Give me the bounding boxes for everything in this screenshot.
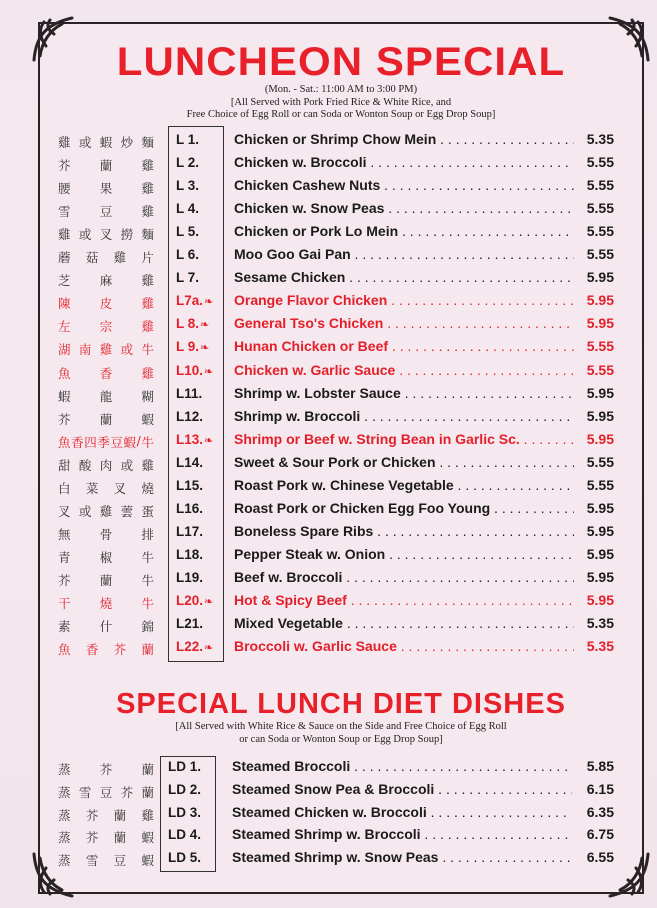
chinese-char: 雞 xyxy=(141,181,154,197)
item-price: 5.35 xyxy=(586,638,614,655)
chinese-char: 雞 xyxy=(141,365,154,381)
menu-item-row xyxy=(0,290,657,313)
item-name: Shrimp w. Lobster Sauce . . . xyxy=(234,385,574,401)
item-name: Roast Pork w. Chinese Vegetable . . . xyxy=(234,477,574,493)
item-code: LD 4. xyxy=(168,827,202,843)
item-code: L21. xyxy=(176,616,204,632)
chinese-char: 陳 xyxy=(58,296,71,312)
chinese-char: 蛋 xyxy=(141,503,154,519)
chinese-char: 菇 xyxy=(85,250,99,266)
item-price: 5.55 xyxy=(586,223,614,240)
item-name: Steamed Shrimp w. Snow Peas . . . xyxy=(232,849,572,865)
chinese-char: 魚 xyxy=(58,365,71,381)
item-code: L22.❧ xyxy=(176,639,214,655)
chinese-name xyxy=(58,851,154,869)
subtitle-line: [All Served with Pork Fried Rice & White Rice, and xyxy=(230,96,452,108)
chinese-char: 蝦 xyxy=(99,135,113,150)
chinese-char: 叉 xyxy=(113,480,127,496)
item-code: L20.❧ xyxy=(176,593,214,608)
item-price: 5.35 xyxy=(586,615,614,632)
chinese-char: 蝦 xyxy=(141,411,154,427)
menu-item-row xyxy=(0,129,657,152)
chinese-char: 芥 xyxy=(85,807,99,823)
chinese-char: 蒸 xyxy=(58,762,71,777)
chinese-char: 芥 xyxy=(113,642,127,658)
chinese-char: 芥 xyxy=(120,784,134,800)
item-price: 5.95 xyxy=(586,269,614,286)
item-code: L 8.❧ xyxy=(176,316,210,332)
chinese-char: 蘭 xyxy=(141,642,154,658)
item-code: L10.❧ xyxy=(176,362,214,378)
item-code: L 6. xyxy=(176,247,200,263)
item-name: General Tso's Chicken . . . xyxy=(234,315,574,331)
chinese-char: 香 xyxy=(71,434,84,450)
item-price: 5.95 xyxy=(586,545,614,562)
item-code: L16. xyxy=(176,500,204,516)
chinese-char: 酸 xyxy=(78,457,92,473)
item-name: Chicken or Shrimp Chow Mein . . . xyxy=(234,131,574,147)
chinese-name xyxy=(58,525,154,543)
chinese-char: 蒸 xyxy=(58,853,71,869)
pepper-swirl-icon: ❧ xyxy=(204,365,214,378)
chinese-name xyxy=(58,594,154,612)
menu-item-row xyxy=(0,756,657,779)
item-price: 5.55 xyxy=(586,154,614,171)
chinese-char: 湖 xyxy=(58,342,71,358)
chinese-name xyxy=(58,202,154,220)
menu-item-row xyxy=(0,429,657,452)
chinese-char: 雞 xyxy=(141,807,154,823)
chinese-char: 蒸 xyxy=(58,807,71,823)
menu-item-row xyxy=(0,221,657,244)
item-price: 5.95 xyxy=(586,592,614,608)
chinese-char: 雪 xyxy=(85,853,99,869)
chinese-char: 片 xyxy=(141,250,154,266)
chinese-char: 香 xyxy=(99,365,113,381)
item-name: Sweet & Sour Pork or Chicken . . . xyxy=(234,454,574,470)
chinese-char: 左 xyxy=(58,319,71,335)
item-price: 5.95 xyxy=(586,384,614,401)
subtitle-line: (Mon. - Sat.: 11:00 AM to 3:00 PM) xyxy=(264,84,418,95)
chinese-char: 或 xyxy=(78,227,92,243)
menu-item-row xyxy=(0,802,657,825)
chinese-char: 雪 xyxy=(78,784,92,800)
chinese-name xyxy=(58,456,154,474)
item-code: L13.❧ xyxy=(176,431,214,447)
chinese-char: 雞 xyxy=(58,135,71,150)
item-code: L 9.❧ xyxy=(176,339,210,355)
item-price: 5.55 xyxy=(586,177,614,194)
chinese-char: 雞 xyxy=(141,319,154,335)
item-code: L11. xyxy=(176,385,203,401)
chinese-char: 豆 xyxy=(99,204,113,220)
chinese-char: 菜 xyxy=(85,480,99,496)
item-code: L 3. xyxy=(176,178,200,194)
chinese-name xyxy=(58,317,154,335)
chinese-char: 或 xyxy=(120,342,134,358)
item-name: Steamed Broccoli . . . xyxy=(232,758,572,774)
chinese-char: 蘭 xyxy=(113,830,127,846)
chinese-char: 燒 xyxy=(141,480,154,496)
item-code: L7a.❧ xyxy=(176,293,214,309)
pepper-swirl-icon: ❧ xyxy=(204,296,214,309)
item-code: LD 2. xyxy=(168,781,202,797)
item-price: 5.55 xyxy=(586,200,614,217)
item-name: Pepper Steak w. Onion . . . xyxy=(234,546,574,562)
chinese-name xyxy=(58,271,154,289)
chinese-char: 肉 xyxy=(99,457,113,473)
chinese-char: 豆 xyxy=(110,434,123,450)
luncheon-title: LUNCHEON SPECIAL xyxy=(116,40,566,84)
chinese-char: 皮 xyxy=(99,296,113,312)
subtitle-line: Free Choice of Egg Roll or can Soda or Wonton Soup or Egg Drop Soup] xyxy=(186,109,496,120)
chinese-char: 芥 xyxy=(99,762,113,777)
item-price: 5.95 xyxy=(586,522,614,539)
item-price: 5.95 xyxy=(586,568,614,585)
item-price: 5.55 xyxy=(586,338,614,355)
chinese-char: 雞 xyxy=(141,204,154,220)
chinese-name xyxy=(58,783,154,801)
menu-item-row xyxy=(0,590,657,613)
chinese-name xyxy=(58,502,154,520)
subtitle-line: [All Served with White Rice & Sauce on the Side and Free Choice of Egg Roll xyxy=(175,721,507,732)
chinese-char: 干 xyxy=(58,596,71,611)
menu-item-row xyxy=(0,824,657,847)
menu-item-row xyxy=(0,613,657,636)
chinese-char: 魚 xyxy=(58,642,71,658)
item-price: 5.95 xyxy=(586,315,614,332)
item-name: Hunan Chicken or Beef . . . xyxy=(234,338,574,354)
chinese-char: 麻 xyxy=(99,273,113,289)
chinese-char: 素 xyxy=(58,619,71,635)
chinese-name xyxy=(58,617,154,635)
menu-item-row xyxy=(0,544,657,567)
chinese-name xyxy=(58,640,154,658)
item-name: Sesame Chicken . . . xyxy=(234,269,574,285)
chinese-char: 牛 xyxy=(141,342,154,358)
item-price: 6.55 xyxy=(586,849,614,866)
pepper-swirl-icon: ❧ xyxy=(204,596,214,608)
item-price: 6.35 xyxy=(586,803,614,820)
item-name: Orange Flavor Chicken . . . xyxy=(234,292,574,308)
item-name: Roast Pork or Chicken Egg Foo Young . . . xyxy=(234,500,574,516)
item-price: 5.35 xyxy=(586,131,614,147)
chinese-char: 牛 xyxy=(141,572,154,588)
item-code: L 1. xyxy=(176,132,200,147)
chinese-char: 蘭 xyxy=(99,158,113,174)
chinese-char: 或 xyxy=(78,135,92,150)
chinese-char: 芥 xyxy=(58,158,71,174)
menu-item-row xyxy=(0,360,657,383)
item-price: 6.15 xyxy=(586,780,614,797)
chinese-char: 雞 xyxy=(141,296,154,312)
chinese-char: 芥 xyxy=(58,411,71,427)
chinese-name xyxy=(58,828,154,846)
chinese-char: 糊 xyxy=(141,388,154,404)
chinese-char: 蝦 xyxy=(123,434,137,450)
chinese-char: 龍 xyxy=(99,388,113,404)
chinese-char: 蝦 xyxy=(141,853,154,869)
item-name: Chicken w. Snow Peas . . . xyxy=(234,200,574,216)
chinese-char: / xyxy=(136,432,141,448)
chinese-char: 南 xyxy=(78,342,92,358)
chinese-char: 季 xyxy=(97,434,110,450)
chinese-name xyxy=(58,179,154,197)
menu-item-row xyxy=(0,452,657,475)
item-code: L17. xyxy=(176,523,204,539)
chinese-char: 雪 xyxy=(58,204,71,220)
pepper-swirl-icon: ❧ xyxy=(204,434,214,447)
chinese-char: 魚 xyxy=(58,434,71,450)
item-price: 6.75 xyxy=(586,826,614,843)
item-name: Broccoli w. Garlic Sauce . . . xyxy=(234,638,574,654)
item-name: Chicken Cashew Nuts . . . xyxy=(234,177,574,193)
chinese-char: 芥 xyxy=(58,572,71,588)
chinese-char: 蘭 xyxy=(99,572,113,588)
chinese-char: 叉 xyxy=(99,227,113,243)
item-code: LD 3. xyxy=(168,804,202,820)
item-price: 5.95 xyxy=(586,499,614,516)
item-name: Mixed Vegetable . . . xyxy=(234,615,574,631)
item-code: L 4. xyxy=(176,201,200,217)
chinese-char: 雞 xyxy=(99,342,113,358)
menu-item-row xyxy=(0,406,657,429)
item-code: L 5. xyxy=(176,224,200,240)
menu-item-row xyxy=(0,383,657,406)
chinese-char: 蒸 xyxy=(58,830,71,846)
chinese-char: 宗 xyxy=(99,319,113,335)
chinese-char: 青 xyxy=(58,549,71,565)
menu-item-row xyxy=(0,779,657,802)
chinese-char: 錦 xyxy=(141,619,154,635)
chinese-char: 蘭 xyxy=(99,411,113,427)
item-name: Steamed Snow Pea & Broccoli . . . xyxy=(232,781,572,797)
chinese-char: 蘭 xyxy=(141,784,154,800)
chinese-char: 牛 xyxy=(141,596,154,611)
subtitle-line: or can Soda or Wonton Soup or Egg Drop Soup] xyxy=(239,733,443,745)
chinese-name xyxy=(58,294,154,312)
item-name: Beef w. Broccoli . . . xyxy=(234,569,574,585)
item-price: 5.55 xyxy=(586,476,614,493)
item-price: 5.95 xyxy=(586,407,614,424)
chinese-name xyxy=(58,548,154,566)
chinese-name xyxy=(58,225,154,243)
item-price: 5.55 xyxy=(586,453,614,470)
luncheon-subtitle xyxy=(38,84,644,122)
chinese-char: 白 xyxy=(58,480,71,496)
menu-item-row xyxy=(0,498,657,521)
chinese-char: 骨 xyxy=(99,526,113,542)
chinese-char: 四 xyxy=(84,434,97,450)
pepper-swirl-icon: ❧ xyxy=(204,642,214,655)
menu-item-row xyxy=(0,267,657,290)
item-name: Steamed Shrimp w. Broccoli . . . xyxy=(232,826,572,842)
chinese-name xyxy=(58,433,154,451)
chinese-char: 雞 xyxy=(113,250,127,266)
chinese-char: 撈 xyxy=(120,227,134,243)
chinese-char: 蘭 xyxy=(113,807,127,823)
item-code: L19. xyxy=(176,569,204,585)
chinese-char: 果 xyxy=(99,181,113,197)
menu-item-row xyxy=(0,636,657,659)
menu-item-row xyxy=(0,198,657,221)
chinese-char: 叉 xyxy=(58,503,71,519)
item-price: 5.55 xyxy=(586,361,614,378)
item-price: 5.95 xyxy=(586,292,614,309)
chinese-char: 雞 xyxy=(141,158,154,174)
chinese-name xyxy=(58,760,154,778)
item-price: 5.95 xyxy=(586,430,614,447)
chinese-name xyxy=(58,479,154,497)
menu-item-row xyxy=(0,847,657,870)
item-name: Boneless Spare Ribs . . . xyxy=(234,523,574,539)
chinese-char: 或 xyxy=(120,457,134,473)
chinese-char: 雞 xyxy=(99,503,113,519)
item-name: Moo Goo Gai Pan . . . xyxy=(234,246,574,262)
chinese-char: 甜 xyxy=(58,457,71,473)
chinese-char: 燒 xyxy=(99,596,113,611)
menu-item-row xyxy=(0,567,657,590)
item-price: 5.55 xyxy=(586,246,614,263)
menu-item-row xyxy=(0,475,657,498)
chinese-char: 炒 xyxy=(120,135,134,150)
chinese-char: 牛 xyxy=(141,549,154,565)
item-code: L14. xyxy=(176,454,204,470)
item-code: L12. xyxy=(176,408,204,424)
menu-item-row xyxy=(0,521,657,544)
chinese-char: 牛 xyxy=(141,434,154,450)
chinese-name xyxy=(58,340,154,358)
item-name: Shrimp w. Broccoli . . . xyxy=(234,408,574,424)
chinese-char: 什 xyxy=(99,619,113,635)
chinese-char: 腰 xyxy=(58,181,71,197)
chinese-name xyxy=(58,364,154,382)
chinese-char: 芥 xyxy=(85,830,99,846)
item-price: 5.85 xyxy=(586,758,614,774)
item-name: Shrimp or Beef w. String Bean in Garlic Sc. . . . xyxy=(234,431,574,447)
menu-item-row xyxy=(0,175,657,198)
chinese-char: 蕓 xyxy=(120,503,134,519)
chinese-char: 蝦 xyxy=(141,830,154,846)
menu-item-row xyxy=(0,152,657,175)
item-code: LD 5. xyxy=(168,850,202,866)
chinese-name xyxy=(58,156,154,174)
chinese-char: 無 xyxy=(58,526,71,542)
chinese-name xyxy=(58,387,154,405)
menu-item-row xyxy=(0,336,657,359)
chinese-char: 雞 xyxy=(141,457,154,473)
chinese-char: 蒸 xyxy=(58,784,71,800)
pepper-swirl-icon: ❧ xyxy=(200,342,210,355)
item-code: L15. xyxy=(176,477,204,493)
item-code: L18. xyxy=(176,546,204,562)
chinese-name xyxy=(58,571,154,589)
chinese-char: 雞 xyxy=(141,273,154,289)
chinese-char: 芝 xyxy=(58,273,71,289)
diet-title: SPECIAL LUNCH DIET DISHES xyxy=(116,688,566,720)
chinese-char: 豆 xyxy=(99,784,113,800)
chinese-name xyxy=(58,133,154,151)
chinese-char: 香 xyxy=(85,642,99,658)
item-name: Steamed Chicken w. Broccoli . . . xyxy=(232,804,572,820)
item-code: L 2. xyxy=(176,155,200,171)
chinese-char: 麵 xyxy=(141,227,154,243)
chinese-char: 蝦 xyxy=(58,388,71,404)
item-code: L 7. xyxy=(176,270,200,286)
menu-item-row xyxy=(0,244,657,267)
diet-subtitle xyxy=(38,721,644,746)
chinese-char: 椒 xyxy=(99,549,113,565)
item-name: Chicken or Pork Lo Mein . . . xyxy=(234,223,574,239)
chinese-char: 或 xyxy=(78,503,92,519)
item-name: Hot & Spicy Beef . . . xyxy=(234,592,574,608)
item-name: Chicken w. Broccoli . . . xyxy=(234,154,574,170)
chinese-name xyxy=(58,806,154,824)
chinese-char: 蘑 xyxy=(58,250,71,266)
chinese-char: 蘭 xyxy=(141,762,154,777)
chinese-char: 排 xyxy=(141,526,154,542)
pepper-swirl-icon: ❧ xyxy=(200,319,210,332)
chinese-char: 雞 xyxy=(58,227,71,243)
chinese-name xyxy=(58,410,154,428)
menu-item-row xyxy=(0,313,657,336)
item-code: LD 1. xyxy=(168,759,202,774)
chinese-char: 麵 xyxy=(141,135,154,150)
chinese-name xyxy=(58,248,154,266)
item-name: Chicken w. Garlic Sauce . . . xyxy=(234,362,574,378)
chinese-char: 豆 xyxy=(113,853,127,869)
